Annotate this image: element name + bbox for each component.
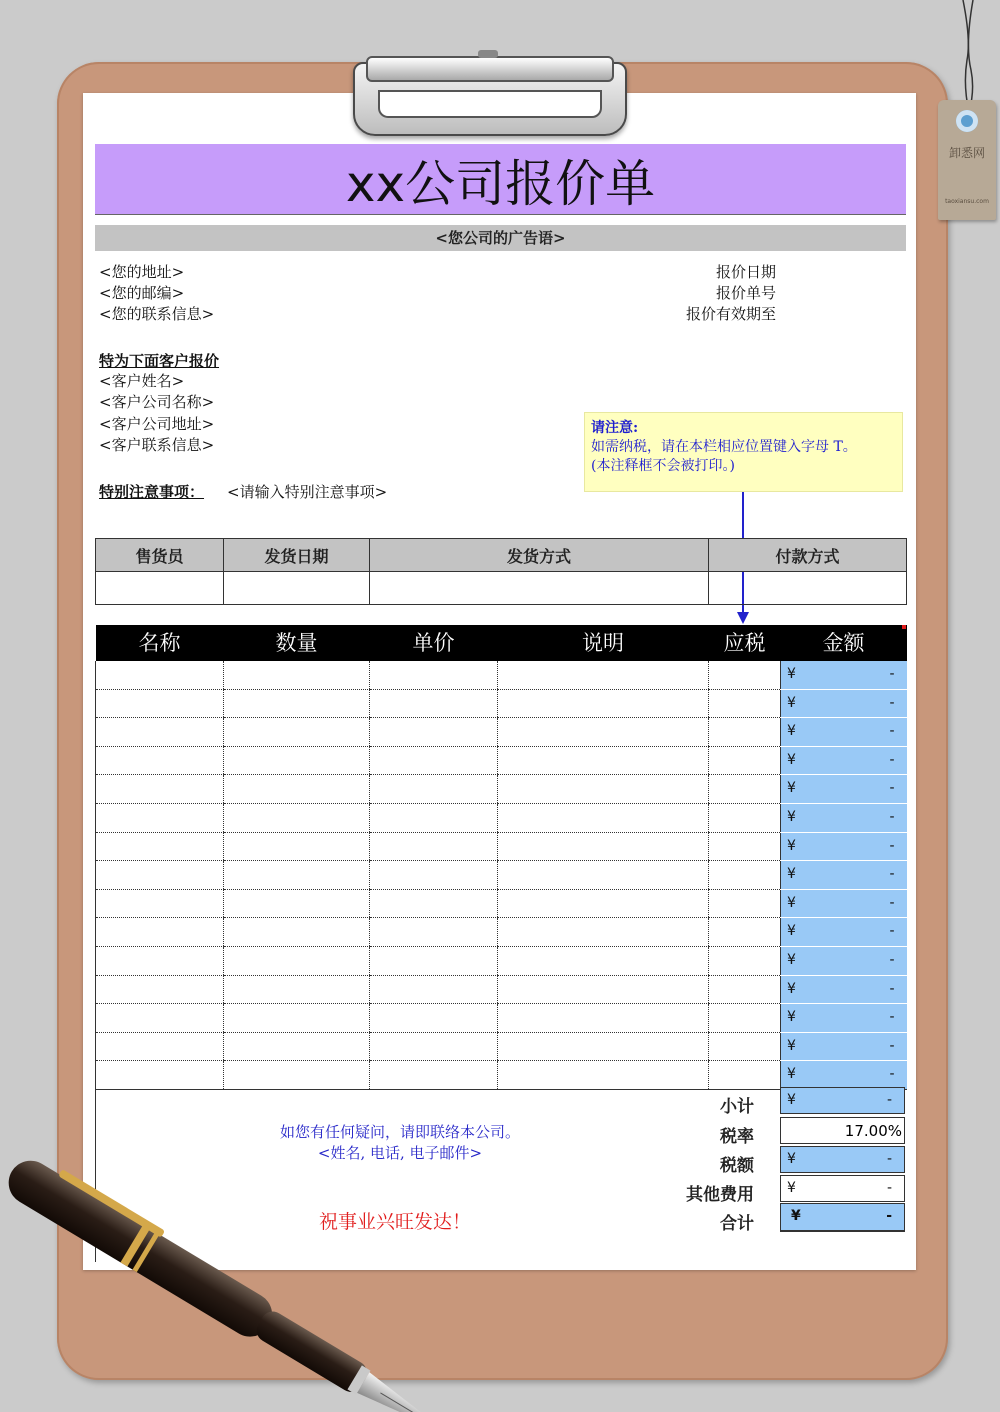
amount-value: -	[889, 1066, 895, 1083]
item-amount-cell	[781, 861, 907, 890]
amount-value: -	[889, 866, 895, 883]
item-taxable-cell[interactable]	[709, 1032, 781, 1061]
item-amount-cell	[781, 889, 907, 918]
amount-currency: ¥	[787, 780, 796, 797]
total-label: 合计	[720, 1214, 754, 1234]
table-row	[96, 832, 907, 861]
subtotal-label: 小计	[720, 1097, 754, 1117]
customer-heading: 特为下面客户报价	[99, 352, 220, 370]
item-amount-cell	[781, 718, 907, 747]
item-name-cell[interactable]	[96, 661, 224, 689]
item-amount-cell	[781, 689, 907, 718]
note-arrow-icon	[737, 612, 749, 624]
item-name-cell[interactable]	[96, 889, 224, 918]
item-amount-cell	[781, 746, 907, 775]
item-amount-cell	[781, 1061, 907, 1090]
amount-currency: ¥	[787, 923, 796, 940]
subtotal-value: -	[886, 1092, 892, 1108]
item-quantity-cell[interactable]	[224, 861, 370, 890]
special-notes-value[interactable]: <请输入特别注意事项>	[227, 483, 388, 501]
tax-amount-label: 税额	[720, 1156, 754, 1176]
clip-opening	[378, 90, 602, 118]
header-taxable: 应税	[709, 625, 781, 661]
fountain-pen-icon	[0, 1140, 540, 1412]
table-row	[96, 1061, 907, 1090]
note-comment-box	[584, 412, 903, 492]
item-quantity-cell[interactable]	[224, 832, 370, 861]
item-taxable-cell[interactable]	[709, 803, 781, 832]
item-unit-price-cell[interactable]	[370, 1061, 498, 1090]
item-amount-cell	[781, 803, 907, 832]
item-description-cell[interactable]	[498, 1061, 709, 1090]
item-description-cell[interactable]	[498, 975, 709, 1004]
amount-value: -	[889, 751, 895, 768]
table-row	[96, 1032, 907, 1061]
amount-currency: ¥	[787, 723, 796, 740]
shipping-table	[95, 538, 907, 605]
amount-value: -	[889, 951, 895, 968]
item-unit-price-cell[interactable]	[370, 975, 498, 1004]
header-payment-method: 付款方式	[709, 539, 907, 572]
item-unit-price-cell[interactable]	[370, 803, 498, 832]
header-ship-date: 发货日期	[224, 539, 370, 572]
amount-value: -	[889, 1009, 895, 1026]
item-description-cell[interactable]	[498, 689, 709, 718]
company-contact[interactable]: <您的联系信息>	[99, 305, 215, 323]
company-postcode[interactable]: <您的邮编>	[99, 284, 185, 302]
table-row	[96, 1004, 907, 1033]
amount-value: -	[889, 666, 895, 682]
item-amount-cell	[781, 1032, 907, 1061]
table-row	[96, 889, 907, 918]
item-taxable-cell[interactable]	[709, 718, 781, 747]
item-name-cell[interactable]	[96, 918, 224, 947]
item-description-cell[interactable]	[498, 775, 709, 804]
item-description-cell[interactable]	[498, 746, 709, 775]
items-table	[95, 625, 907, 1090]
subtotal-currency: ¥	[787, 1092, 796, 1108]
amount-value: -	[889, 837, 895, 854]
other-fees-cell[interactable]	[780, 1175, 905, 1202]
amount-currency: ¥	[787, 951, 796, 968]
tax-amount-cell	[780, 1146, 905, 1173]
amount-value: -	[889, 780, 895, 797]
item-description-cell[interactable]	[498, 889, 709, 918]
tax-rate-label: 税率	[720, 1127, 754, 1147]
item-amount-cell	[781, 1004, 907, 1033]
table-row	[96, 975, 907, 1004]
item-amount-cell	[781, 832, 907, 861]
amount-value: -	[889, 980, 895, 997]
amount-value: -	[889, 1037, 895, 1054]
item-quantity-cell[interactable]	[224, 746, 370, 775]
payment-method-cell[interactable]	[709, 572, 907, 605]
slogan[interactable]: <您公司的广告语>	[95, 225, 906, 251]
item-description-cell[interactable]	[498, 803, 709, 832]
customer-name[interactable]: <客户姓名>	[99, 372, 185, 390]
item-unit-price-cell[interactable]	[370, 946, 498, 975]
item-unit-price-cell[interactable]	[370, 718, 498, 747]
item-quantity-cell[interactable]	[224, 803, 370, 832]
item-quantity-cell[interactable]	[224, 661, 370, 689]
customer-address[interactable]: <客户公司地址>	[99, 415, 215, 433]
amount-value: -	[889, 723, 895, 740]
tag-brand: 卸悉网	[948, 146, 985, 160]
item-quantity-cell[interactable]	[224, 975, 370, 1004]
amount-currency: ¥	[787, 894, 796, 911]
item-taxable-cell[interactable]	[709, 918, 781, 947]
table-row	[96, 775, 907, 804]
customer-company[interactable]: <客户公司名称>	[99, 393, 215, 411]
item-amount-cell	[781, 975, 907, 1004]
item-description-cell[interactable]	[498, 861, 709, 890]
header-quantity: 数量	[224, 625, 370, 661]
item-unit-price-cell[interactable]	[370, 861, 498, 890]
item-name-cell[interactable]	[96, 1061, 224, 1090]
tax-rate-cell[interactable]	[780, 1117, 905, 1144]
header-ship-method: 发货方式	[370, 539, 709, 572]
item-quantity-cell[interactable]	[224, 918, 370, 947]
note-line-2: (本注释框不会被打印。)	[591, 458, 735, 474]
header-salesperson: 售货员	[96, 539, 224, 572]
item-unit-price-cell[interactable]	[370, 775, 498, 804]
item-unit-price-cell[interactable]	[370, 889, 498, 918]
item-taxable-cell[interactable]	[709, 1004, 781, 1033]
brand-tag	[938, 100, 996, 220]
other-fees-label: 其他费用	[686, 1185, 754, 1205]
item-taxable-cell[interactable]	[709, 946, 781, 975]
clip-top-bar	[366, 56, 614, 82]
item-taxable-cell[interactable]	[709, 661, 781, 689]
header-amount: 金额	[781, 625, 907, 661]
item-quantity-cell[interactable]	[224, 1004, 370, 1033]
header-name: 名称	[96, 625, 224, 661]
table-row	[96, 661, 907, 689]
amount-currency: ¥	[787, 694, 796, 711]
item-taxable-cell[interactable]	[709, 746, 781, 775]
amount-value: -	[889, 694, 895, 711]
item-taxable-cell[interactable]	[709, 975, 781, 1004]
item-taxable-cell[interactable]	[709, 832, 781, 861]
page-title[interactable]: xx公司报价单	[95, 144, 906, 215]
amount-value: -	[889, 808, 895, 825]
ship-date-cell[interactable]	[224, 572, 370, 605]
tag-hole-icon	[956, 110, 978, 132]
item-taxable-cell[interactable]	[709, 1061, 781, 1090]
footer-wish: 祝事业兴旺发达！	[318, 1211, 471, 1233]
amount-currency: ¥	[787, 837, 796, 854]
item-name-cell[interactable]	[96, 803, 224, 832]
tag-string	[959, 0, 979, 112]
table-row	[96, 861, 907, 890]
amount-currency: ¥	[787, 980, 796, 997]
amount-currency: ¥	[787, 751, 796, 768]
item-name-cell[interactable]	[96, 832, 224, 861]
amount-currency: ¥	[787, 1037, 796, 1054]
note-line-1: 如需纳税，请在本栏相应位置键入字母 T。	[591, 439, 857, 455]
item-name-cell[interactable]	[96, 718, 224, 747]
item-name-cell[interactable]	[96, 689, 224, 718]
tag-url: taoxiansu.com	[945, 198, 989, 205]
item-name-cell[interactable]	[96, 1032, 224, 1061]
total-value: -	[886, 1208, 892, 1224]
item-quantity-cell[interactable]	[224, 1061, 370, 1090]
item-unit-price-cell[interactable]	[370, 689, 498, 718]
item-quantity-cell[interactable]	[224, 689, 370, 718]
tax-amount-currency: ¥	[787, 1151, 796, 1167]
total-currency: ¥	[791, 1208, 801, 1224]
special-notes-label: 特别注意事项：	[99, 483, 205, 501]
table-row	[96, 718, 907, 747]
item-unit-price-cell[interactable]	[370, 918, 498, 947]
item-description-cell[interactable]	[498, 832, 709, 861]
table-row	[96, 689, 907, 718]
tax-amount-value: -	[886, 1151, 892, 1167]
table-row	[96, 946, 907, 975]
header-description: 说明	[498, 625, 709, 661]
item-description-cell[interactable]	[498, 661, 709, 689]
item-unit-price-cell[interactable]	[370, 1004, 498, 1033]
item-quantity-cell[interactable]	[224, 718, 370, 747]
item-name-cell[interactable]	[96, 861, 224, 890]
item-unit-price-cell[interactable]	[370, 661, 498, 689]
ship-method-cell[interactable]	[370, 572, 709, 605]
amount-currency: ¥	[787, 1066, 796, 1083]
footer-contact[interactable]: <姓名, 电话, 电子邮件>	[317, 1144, 483, 1162]
item-quantity-cell[interactable]	[224, 946, 370, 975]
item-amount-cell	[781, 946, 907, 975]
quote-number-label: 报价单号	[715, 284, 776, 302]
item-name-cell[interactable]	[96, 975, 224, 1004]
item-quantity-cell[interactable]	[224, 1032, 370, 1061]
customer-contact[interactable]: <客户联系信息>	[99, 436, 215, 454]
clip-rivet	[478, 50, 498, 58]
item-amount-cell	[781, 661, 907, 689]
amount-currency: ¥	[787, 1009, 796, 1026]
footer-question: 如您有任何疑问，请即联络本公司。	[279, 1123, 520, 1141]
salesperson-cell[interactable]	[96, 572, 224, 605]
item-description-cell[interactable]	[498, 1032, 709, 1061]
amount-currency: ¥	[787, 808, 796, 825]
item-taxable-cell[interactable]	[709, 775, 781, 804]
note-title: 请注意:	[591, 420, 639, 436]
subtotal-cell	[780, 1087, 905, 1114]
item-description-cell[interactable]	[498, 1004, 709, 1033]
table-row	[96, 746, 907, 775]
amount-value: -	[889, 923, 895, 940]
item-amount-cell	[781, 918, 907, 947]
other-fees-currency: ¥	[787, 1180, 796, 1196]
amount-value: -	[889, 894, 895, 911]
item-amount-cell	[781, 775, 907, 804]
quote-date-label: 报价日期	[715, 263, 776, 281]
amount-currency: ¥	[787, 666, 796, 682]
item-name-cell[interactable]	[96, 775, 224, 804]
comment-marker-icon	[902, 625, 906, 629]
item-name-cell[interactable]	[96, 946, 224, 975]
item-description-cell[interactable]	[498, 946, 709, 975]
header-unit-price: 单价	[370, 625, 498, 661]
item-taxable-cell[interactable]	[709, 861, 781, 890]
item-unit-price-cell[interactable]	[370, 746, 498, 775]
item-name-cell[interactable]	[96, 1004, 224, 1033]
item-description-cell[interactable]	[498, 918, 709, 947]
quote-valid-label: 报价有效期至	[685, 305, 776, 323]
item-unit-price-cell[interactable]	[370, 832, 498, 861]
item-unit-price-cell[interactable]	[370, 1032, 498, 1061]
tax-rate-value: 17.00%	[844, 1122, 902, 1140]
total-cell	[780, 1203, 905, 1232]
item-name-cell[interactable]	[96, 746, 224, 775]
company-address[interactable]: <您的地址>	[99, 263, 185, 281]
item-description-cell[interactable]	[498, 718, 709, 747]
amount-currency: ¥	[787, 866, 796, 883]
item-taxable-cell[interactable]	[709, 889, 781, 918]
item-quantity-cell[interactable]	[224, 775, 370, 804]
item-taxable-cell[interactable]	[709, 689, 781, 718]
other-fees-value: -	[886, 1180, 892, 1196]
item-quantity-cell[interactable]	[224, 889, 370, 918]
table-row	[96, 918, 907, 947]
table-row	[96, 803, 907, 832]
